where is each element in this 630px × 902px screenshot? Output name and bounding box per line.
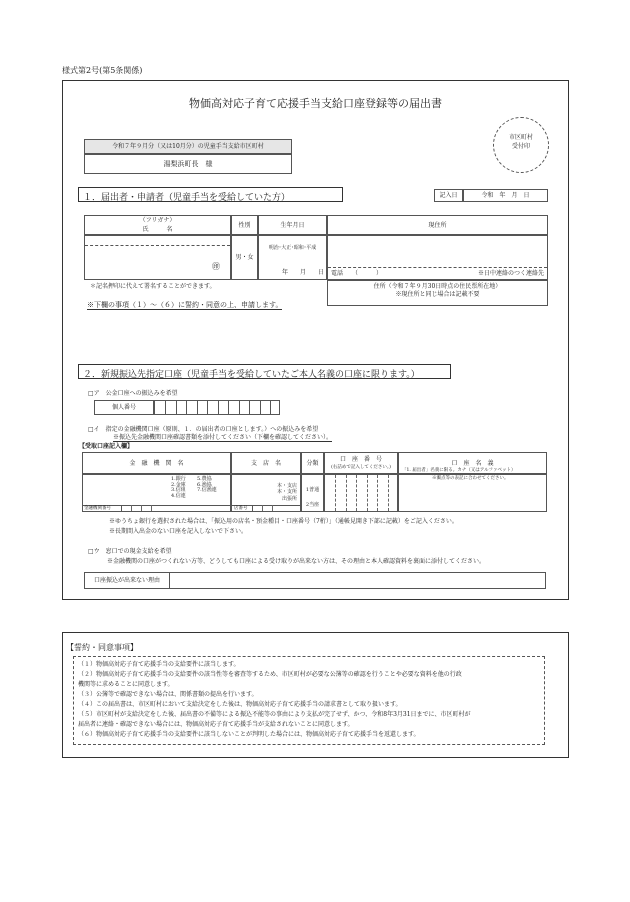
era-options: 明治･大正･昭和･平成: [268, 245, 317, 251]
bank-type-options-2: [197, 477, 217, 494]
my-number-field[interactable]: [154, 400, 280, 415]
branch-type-honshisho: 本・支所: [276, 489, 297, 496]
bank-type-options-1: [171, 477, 186, 499]
name-header: [84, 215, 231, 235]
bank-name-label: 金 融 機 関 名: [129, 460, 184, 467]
pledge-item-2-cont: 機関等に求めることに同意します。: [78, 681, 174, 688]
section2-heading: ２．新規振込先指定口座（児童手当を受給していたご本人名義の口座に限ります。）: [78, 364, 451, 379]
my-number-label: 個人番号: [111, 404, 136, 411]
branch-type-honshiten: 本・支店: [276, 483, 297, 489]
branch-type-shutchojo: 出張所: [281, 495, 297, 502]
bank-entry-header: 【受取口座記入欄】: [79, 443, 134, 450]
previous-address-label: 住所（令和７年９月30日時点の住民票所在地）: [373, 283, 502, 290]
form-number: 様式第2号(第5条関係): [62, 66, 143, 75]
address-field[interactable]: [327, 235, 548, 280]
date-value: 令和 年 月 日: [481, 192, 530, 199]
date-field[interactable]: [463, 189, 548, 202]
holder-note-1: 「1. 届出者」名義に限る。カナ（又はアルファベット）: [402, 468, 516, 473]
gender-options: 男・女: [235, 254, 254, 261]
account-number-sub-label: (右詰めで記入してください。): [331, 465, 391, 470]
bank-type-bank: 1.銀行: [171, 476, 186, 482]
account-type-field[interactable]: [301, 474, 324, 512]
bank-type-shinren: 4.信連: [171, 492, 186, 499]
bank-type-shinkin: 2.金庫: [171, 481, 186, 488]
account-type-ordinary: 1普通: [305, 487, 320, 493]
reason-field[interactable]: [170, 572, 546, 589]
option-i-designated-account[interactable]: □イ 指定の金融機関口座（原則、１．の届出者の口座とします。）への振込みを希望: [88, 426, 319, 433]
bank-name-header: [82, 452, 231, 474]
reason-label-cell: [84, 572, 170, 589]
daytime-contact-label: ※日中連絡のつく連絡先: [477, 270, 544, 277]
account-number-header: [324, 452, 398, 474]
signature-note: ＊記名押印に代えて署名することができます。: [90, 283, 216, 290]
my-number-label-cell: [94, 400, 154, 415]
branch-header: [231, 452, 301, 474]
type-label: 分類: [306, 460, 319, 467]
option-u-note: ※金融機関の口座がつくれない方等、どうしても口座による受け取りが出来ない方は、その理由と本人確認資料を裏面に添付してください。: [107, 558, 486, 565]
previous-address-note: ※現住所と同じ場合は記載不要: [395, 291, 480, 298]
pledge-item-3: （３）公簿等で確認できない場合は、関係書類の提出を行います。: [78, 691, 258, 698]
pledge-item-5-cont: 届出者に連絡・確認できない場合には、物価高対応子育て応援手当が支給されないことに同意します。: [78, 721, 354, 728]
birth-header: [258, 215, 327, 235]
pledge-items-box: [73, 656, 545, 745]
option-u-cash-at-counter[interactable]: □ウ 窓口での現金支給を希望: [88, 548, 172, 555]
birth-label: 生年月日: [280, 222, 305, 229]
bank-code-label: 金融機関番号: [84, 506, 111, 511]
name-field[interactable]: [84, 235, 231, 280]
bank-type-nokyo: 5.農協: [197, 476, 212, 482]
municipality-header-box: [84, 154, 292, 174]
reason-label: 口座振込が出来ない理由: [93, 577, 160, 584]
branch-code-label: 店番号: [234, 506, 248, 511]
furigana-divider: [85, 245, 230, 246]
gender-field[interactable]: [231, 235, 258, 280]
bank-type-gyokyo: 6.漁協: [197, 481, 212, 488]
holder-note-2: ※濁点等の表記に合わせてください。: [432, 476, 509, 481]
section1-heading: １．届出者・申請者（児童手当を受給していた方）: [78, 187, 343, 202]
account-number-field[interactable]: [324, 474, 398, 512]
reception-stamp-circle: [493, 117, 549, 173]
phone-label: 電話 （ ）: [331, 270, 383, 277]
pledge-heading: 【誓約・同意事項】: [66, 643, 138, 652]
branch-label: 支 店 名: [250, 460, 281, 467]
municipality-header-text: 令和７年９月分（又は10月分）の児童手当支給市区町村: [112, 143, 264, 150]
gender-label: 性別: [238, 222, 251, 229]
addressee: 湯梨浜町長 様: [163, 160, 213, 168]
pledge-item-2: （２）物価高対応子育て応援手当の支給要件の該当性等を審査等するため、市区町村が必要な公簿等の確認を行うことや必要な資料を他の行政: [78, 671, 462, 678]
option-a-public-account[interactable]: □ア 公金口座への振込みを希望: [88, 390, 178, 397]
account-type-current: 2当座: [305, 502, 320, 508]
stamp-label-2: 受付印: [511, 143, 530, 150]
name-label: 氏 名: [142, 226, 173, 233]
pledge-item-6: （６）物価高対応子育て応援手当の支給要件に該当しないことが判明した場合には、物価高対応子育て応援手当を返還します。: [78, 731, 420, 738]
option-i-note: ※振込先金融機関口座確認書類を添付してください（下欄を確認してください）。: [113, 434, 333, 441]
furigana-label: （フリガナ）: [139, 217, 176, 224]
bank-name-field[interactable]: [82, 474, 231, 512]
form-title: 物価高対応子育て応援手当支給口座登録等の届出書: [189, 97, 442, 110]
pledge-item-1: （１）物価高対応子育て応援手当の支給要件に該当します。: [78, 661, 240, 668]
yucho-note: ※ゆうちょ銀行を選択された場合は、「振込用の店名・預金種目・口座番号（7桁）」（通帳見開き下部に記載）をご記入ください。: [109, 518, 458, 525]
address-label: 現住所: [428, 222, 447, 229]
address-header: [327, 215, 548, 235]
birth-date-template: 年 月 日: [281, 269, 324, 276]
seal-mark: ㊞: [212, 262, 220, 271]
birth-field[interactable]: [258, 235, 327, 280]
previous-address-field[interactable]: [327, 280, 548, 306]
branch-type-options: [277, 483, 297, 502]
stamp-label-1: 市区町村: [508, 134, 533, 141]
longterm-account-note: ※長期間入出金のない口座を記入しないで下さい。: [109, 528, 248, 535]
date-label: 記入日: [439, 192, 458, 199]
pledge-item-5: （５）市区町村が支給決定をした後、届出書の不備等による振込不能等の事由により支払が完了せず、かつ、令和8年3月31日までに、市区町村が: [78, 711, 471, 718]
account-number-label: 口 座 番 号: [339, 456, 382, 463]
holder-label: 口 座 名 義: [451, 460, 494, 467]
bank-type-shingyoren: 7.信漁連: [197, 487, 217, 493]
bank-type-shinkumi: 3.信組: [171, 487, 186, 493]
address-divider: [328, 267, 547, 268]
date-label-cell: [434, 189, 463, 202]
branch-name-field[interactable]: [231, 474, 301, 512]
municipality-header-label: [84, 139, 292, 154]
type-header: [301, 452, 324, 474]
pledge-item-4: （４）この届出書は、市区町村において支給決定をした後は、物価高対応子育て応援手当の請求書として取り扱います。: [78, 701, 402, 708]
gender-header: [231, 215, 258, 235]
pledge-statement: ※下欄の事項（１）～（６）に誓約・同意の上、申請します。: [87, 301, 283, 309]
